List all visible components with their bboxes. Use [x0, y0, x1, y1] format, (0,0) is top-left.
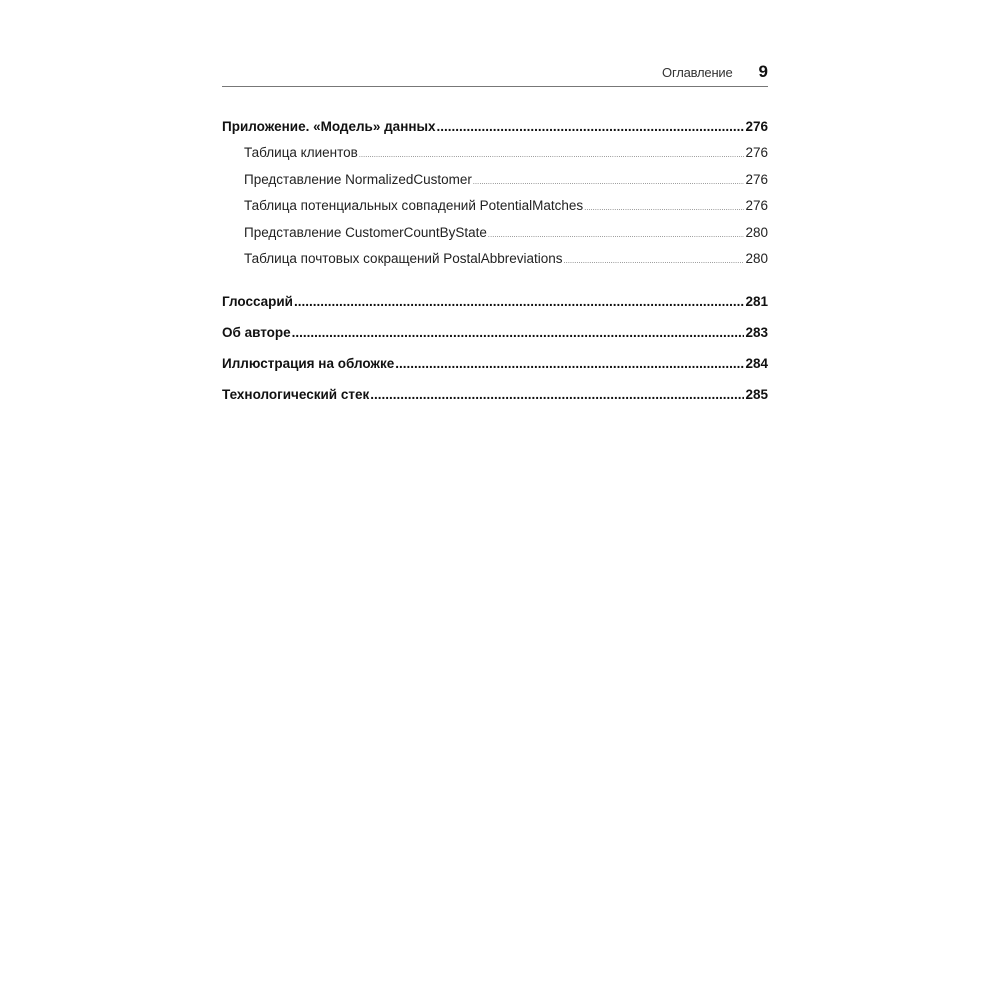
toc-subentry-page: 276 [745, 171, 768, 187]
toc-entry-about-author[interactable] [222, 317, 768, 348]
toc-dot-leader [488, 223, 745, 247]
toc-entry-cover-illustration[interactable] [222, 348, 768, 379]
toc-subentry-title: Таблица почтовых сокращений PostalAbbreviations [244, 251, 563, 266]
table-of-contents [222, 114, 768, 410]
toc-entry-title: Технологический стек [222, 386, 370, 402]
toc-dot-leader [473, 170, 745, 194]
toc-subentry-page: 276 [745, 145, 768, 160]
toc-dot-leader [359, 143, 745, 167]
running-head [222, 62, 768, 86]
toc-spacer [222, 273, 768, 286]
toc-dot-leader [294, 286, 744, 317]
toc-dot-leader [564, 249, 745, 273]
toc-subentry-title: Представление CustomerCountByState [244, 224, 487, 240]
toc-entry-tech-stack[interactable] [222, 379, 768, 410]
toc-subentry-title: Таблица потенциальных совпадений PotentialMatches [244, 198, 584, 213]
toc-dot-leader [292, 317, 745, 348]
toc-subentry-title: Представление NormalizedCustomer [244, 171, 472, 187]
toc-subentry[interactable] [222, 193, 768, 220]
toc-entry-appendix[interactable] [222, 114, 768, 140]
toc-subentry-page: 280 [745, 224, 768, 240]
toc-subentry[interactable] [222, 246, 768, 273]
toc-dot-leader [437, 114, 745, 140]
toc-entry-title: Глоссарий [222, 293, 293, 309]
toc-dot-leader [584, 196, 744, 220]
toc-subentry-page: 276 [745, 198, 768, 213]
running-title: Оглавление [662, 65, 733, 80]
toc-entry-glossary[interactable] [222, 286, 768, 317]
toc-entry-title: Приложение. «Модель» данных [222, 119, 436, 134]
toc-subentry-title: Таблица клиентов [244, 145, 358, 160]
toc-entry-page: 281 [745, 293, 768, 309]
toc-dot-leader [370, 379, 744, 410]
toc-entry-page: 276 [745, 119, 768, 134]
header-rule [222, 86, 768, 87]
toc-subentry[interactable] [222, 167, 768, 194]
toc-entry-title: Иллюстрация на обложке [222, 355, 395, 371]
toc-subentry-page: 280 [745, 251, 768, 266]
toc-dot-leader [395, 348, 744, 379]
page-number: 9 [758, 62, 768, 81]
toc-entry-page: 284 [745, 355, 768, 371]
toc-subentry[interactable] [222, 140, 768, 167]
toc-entry-page: 283 [745, 324, 768, 340]
toc-entry-page: 285 [745, 386, 768, 402]
toc-entry-title: Об авторе [222, 324, 291, 340]
toc-subentry[interactable] [222, 220, 768, 247]
